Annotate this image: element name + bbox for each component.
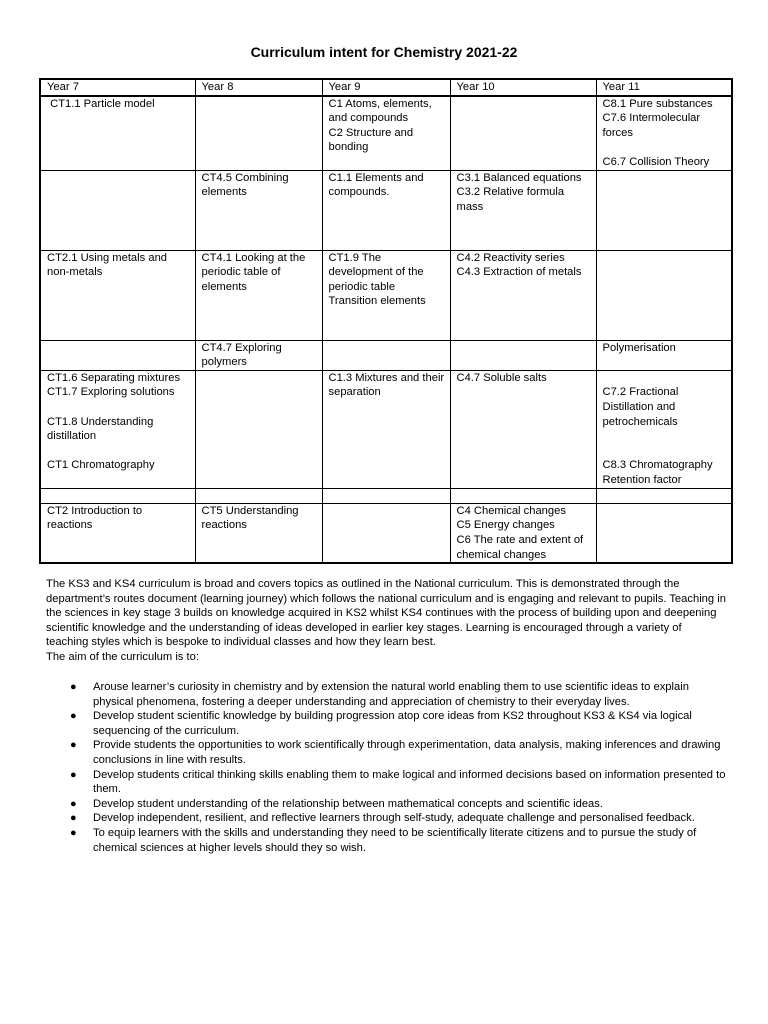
aim-item: [46, 768, 726, 797]
cell-line: C2 Structure and bonding: [328, 126, 417, 154]
table-row: [40, 340, 732, 370]
table-cell: [40, 503, 195, 563]
aim-item: [46, 680, 726, 709]
table-cell: [596, 370, 732, 488]
aim-item: [46, 826, 726, 855]
bullet-icon: ●: [70, 710, 77, 723]
table-cell: [596, 503, 732, 563]
table-cell: [450, 250, 596, 340]
cell-line: CT1 Chromatography: [47, 459, 155, 472]
table-cell: [322, 250, 450, 340]
page-title: Curriculum intent for Chemistry 2021-22: [250, 44, 518, 60]
cell-line: CT4.5 Combining elements: [201, 171, 292, 199]
table-cell: [596, 250, 732, 340]
cell-line: C1.1 Elements and compounds.: [328, 171, 427, 199]
cell-line: CT5 Understanding reactions: [201, 504, 302, 532]
table-cell: [322, 340, 450, 370]
header-year-8: Year 8: [195, 79, 322, 96]
aim-text: To equip learners with the skills and understanding they need to be scientifically literate citizens and to pursue the study of chemical sciences at higher levels should they so wish.: [93, 826, 697, 854]
aim-text: Develop students critical thinking skills enabling them to make logical and informed decisions based on information presented to them.: [93, 768, 726, 796]
table-cell: [322, 488, 450, 503]
cell-line: [47, 400, 191, 415]
aim-item: [46, 797, 726, 812]
table-row: [40, 170, 732, 250]
table-cell: [450, 503, 596, 563]
curriculum-table: [39, 78, 733, 564]
table-header-row: [40, 79, 732, 96]
aim-item: [46, 738, 726, 767]
header-year-9: Year 9: [322, 79, 450, 96]
table-cell: [40, 96, 195, 170]
aim-text: Provide students the opportunities to work scientifically through experimentation, data analysis, making inferences and drawing conclusions in line with results.: [93, 739, 721, 766]
table-cell: [596, 170, 732, 250]
table-cell: [195, 503, 322, 563]
aim-text: Develop student understanding of the relationship between mathematical concepts and scientific ideas.: [93, 797, 603, 810]
cell-line: C6 The rate and extent of chemical changes: [456, 533, 587, 561]
aim-item: [46, 709, 726, 738]
cell-line: C8.1 Pure substances: [602, 97, 713, 110]
aims-list: [46, 680, 726, 855]
cell-line: C5 Energy changes: [456, 519, 555, 532]
curriculum-description: [46, 577, 726, 665]
cell-line: [603, 444, 728, 459]
table-cell: [195, 96, 322, 170]
bullet-icon: ●: [70, 768, 77, 781]
cell-line: C1 Atoms, elements, and compounds: [328, 97, 435, 125]
aim-item: [46, 811, 726, 826]
table-cell: [450, 488, 596, 503]
cell-line: Transition elements: [328, 295, 426, 308]
table-cell: [596, 340, 732, 370]
table-cell: [322, 503, 450, 563]
cell-line: C4.7 Soluble salts: [456, 371, 547, 384]
aim-text: Develop student scientific knowledge by building progression atop core ideas from KS2 throughout KS3 & KS4 via logical sequencing of the curriculum.: [93, 710, 692, 737]
table-cell: [195, 370, 322, 488]
bullet-icon: ●: [70, 739, 77, 752]
table-cell: [596, 96, 732, 170]
cell-line: C8.3 Chromatography: [602, 459, 713, 472]
header-year-11: Year 11: [596, 79, 732, 96]
table-cell: [40, 370, 195, 488]
cell-line: CT4.7 Exploring polymers: [201, 341, 285, 369]
table-cell: [40, 170, 195, 250]
cell-line: C4 Chemical changes: [456, 504, 566, 517]
cell-line: CT1.8 Understanding distillation: [47, 415, 157, 443]
cell-line: CT1.6 Separating mixtures: [47, 371, 181, 384]
cell-line: CT4.1 Looking at the periodic table of elements: [201, 251, 309, 293]
table-cell: [40, 250, 195, 340]
cell-line: [603, 429, 728, 444]
table-row: [40, 370, 732, 488]
cell-line: CT1.7 Exploring solutions: [47, 386, 175, 399]
cell-line: CT2 Introduction to reactions: [47, 504, 146, 532]
cell-line: C4.3 Extraction of metals: [456, 266, 582, 279]
bullet-icon: ●: [70, 797, 77, 810]
aim-heading: The aim of the curriculum is to:: [46, 650, 199, 663]
cell-line: CT1.1 Particle model: [47, 97, 155, 110]
intro-paragraph: The KS3 and KS4 curriculum is broad and covers topics as outlined in the National curriculum. This is demonstrated through the department’s routes document (learning journey) which follows the national curriculum and is engaging and relevant to pupils. Teaching in the sciences in key stage 3 builds on knowledge acquired in KS2 whilst KS4 continues with the process of building upon and deepening scientific knowledge and the understanding of ideas developed in earlier key stages. Learning is encouraged through a variety of teaching styles which is bespoke to individual classes and how they learn best.: [46, 578, 726, 649]
cell-line: C1.3 Mixtures and their separation: [328, 371, 448, 399]
cell-line: CT2.1 Using metals and non-metals: [47, 251, 171, 279]
table-cell: [40, 340, 195, 370]
cell-line: C6.7 Collision Theory: [602, 155, 710, 168]
cell-line: C3.2 Relative formula mass: [456, 186, 568, 213]
cell-line: C7.6 Intermolecular forces: [602, 112, 704, 139]
cell-line: CT1.9 The development of the periodic table: [328, 251, 427, 293]
table-cell: [40, 488, 195, 503]
table-row: [40, 250, 732, 340]
cell-line: [603, 140, 728, 155]
table-cell: [195, 340, 322, 370]
table-cell: [450, 340, 596, 370]
table-cell: [322, 370, 450, 488]
table-cell: [195, 250, 322, 340]
table-cell: [450, 370, 596, 488]
aim-text: Arouse learner’s curiosity in chemistry and by extension the natural world enabling them to use scientific ideas to explain physical phenomena, fostering a deeper understanding and appreciation of chemistry to their everyday lives.: [93, 681, 689, 708]
bullet-icon: ●: [70, 826, 77, 839]
table-cell: [596, 488, 732, 503]
table-cell: [195, 170, 322, 250]
header-year-7: Year 7: [40, 79, 195, 96]
header-year-10: Year 10: [450, 79, 596, 96]
table-row: [40, 503, 732, 563]
bullet-icon: ●: [70, 681, 77, 693]
table-cell: [322, 170, 450, 250]
cell-line: [47, 444, 191, 459]
aim-text: Develop independent, resilient, and reflective learners through self-study, adequate challenge and personalised feedback.: [93, 812, 695, 825]
bullet-icon: ●: [70, 812, 77, 825]
cell-line: C3.1 Balanced equations: [456, 171, 582, 184]
cell-line: C7.2 Fractional Distillation and petrochemicals: [602, 386, 682, 428]
table-cell: [450, 96, 596, 170]
table-cell: [195, 488, 322, 503]
table-row: [40, 488, 732, 503]
cell-line: Retention factor: [602, 473, 682, 486]
table-cell: [450, 170, 596, 250]
cell-line: Polymerisation: [602, 341, 676, 354]
table-cell: [322, 96, 450, 170]
cell-line: [603, 371, 728, 386]
cell-line: C4.2 Reactivity series: [456, 251, 565, 264]
table-row: [40, 96, 732, 170]
